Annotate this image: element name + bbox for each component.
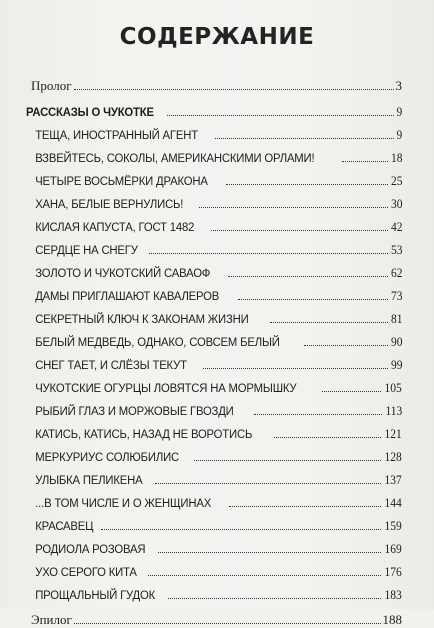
toc-entry-page: 105 — [384, 381, 402, 395]
toc-entry — [26, 583, 402, 603]
toc-entry-label: ТЕЩА, ИНОСТРАННЫЙ АГЕНТ — [35, 128, 198, 142]
toc-entry-page: 176 — [384, 565, 402, 579]
toc-entry — [26, 468, 402, 488]
toc-entry — [26, 307, 402, 327]
toc-entry-label: ВЗВЕЙТЕСЬ, СОКОЛЫ, АМЕРИКАНСКИМИ ОРЛАМИ! — [35, 151, 315, 165]
dot-leader — [203, 368, 388, 369]
toc-entry-label: КРАСАВЕЦ — [35, 519, 94, 533]
toc-entry — [26, 261, 402, 281]
toc-entry-page: 169 — [384, 542, 402, 556]
toc-entry-label: МЕРКУРИУС СОЛЮБИЛИС — [35, 450, 180, 464]
dot-leader — [215, 138, 394, 139]
dot-leader — [158, 552, 382, 553]
toc-entry — [26, 376, 402, 396]
toc-entry-epilogue — [26, 608, 402, 628]
toc-entry-label: Пролог — [31, 78, 72, 93]
dot-leader — [155, 483, 382, 484]
toc-entry — [26, 560, 402, 580]
dot-leader — [254, 414, 382, 415]
dot-leader — [342, 161, 388, 162]
toc-entry-page: 81 — [390, 312, 402, 326]
dot-leader — [194, 460, 381, 461]
dot-leader — [270, 322, 388, 323]
toc-entry-page: 99 — [390, 358, 402, 372]
toc-entry-label: ПРОЩАЛЬНЫЙ ГУДОК — [35, 588, 156, 602]
toc-entry-page: 188 — [382, 612, 402, 627]
toc-entry-label: ХАНА, БЕЛЫЕ ВЕРНУЛИСЬ! — [35, 197, 184, 211]
toc-entry-label: ЧУКОТСКИЕ ОГУРЦЫ ЛОВЯТСЯ НА МОРМЫШКУ — [35, 381, 297, 395]
toc-entry-page: 42 — [390, 220, 402, 234]
toc-entry-label: СЕРДЦЕ НА СНЕГУ — [35, 243, 138, 257]
toc-entry-page: 113 — [385, 404, 402, 418]
toc-entry — [26, 123, 402, 143]
toc-entry-page: 183 — [384, 588, 402, 602]
toc-entry-page: 9 — [396, 105, 402, 119]
toc-entry-page: 137 — [384, 473, 402, 487]
toc-entry-page: 62 — [390, 266, 402, 280]
dot-leader — [274, 437, 381, 438]
toc-entry-label: КАТИСЬ, КАТИСЬ, НАЗАД НЕ ВОРОТИСЬ — [35, 427, 253, 441]
toc-entry — [26, 422, 402, 442]
dot-leader — [199, 207, 388, 208]
toc-entry-page: 90 — [390, 335, 402, 349]
toc-entry-label: ДАМЫ ПРИГЛАШАЮТ КАВАЛЕРОВ — [35, 289, 220, 303]
toc-entry — [26, 514, 402, 534]
dot-leader — [167, 115, 394, 116]
toc-entry-page: 30 — [390, 197, 402, 211]
toc-entry — [26, 215, 402, 235]
toc-entry-label: СЕКРЕТНЫЙ КЛЮЧ К ЗАКОНАМ ЖИЗНИ — [35, 312, 249, 326]
toc-entry-prologue — [26, 74, 402, 94]
dot-leader — [168, 598, 381, 599]
dot-leader — [238, 299, 388, 300]
toc-entry-label: ЧЕТЫРЕ ВОСЬМЁРКИ ДРАКОНА — [35, 174, 208, 188]
dot-leader — [74, 623, 381, 624]
toc-entry — [26, 537, 402, 557]
toc-entry — [26, 192, 402, 212]
toc-entry-label: УХО СЕРОГО КИТА — [35, 565, 137, 579]
dot-leader — [211, 230, 388, 231]
toc-entry-page: 144 — [384, 496, 402, 510]
toc-entry — [26, 169, 402, 189]
dot-leader — [148, 575, 381, 576]
toc-entry-label: Эпилог — [31, 612, 72, 627]
toc-entry — [26, 146, 402, 166]
toc-entry-page: 53 — [390, 243, 402, 257]
dot-leader — [226, 184, 388, 185]
toc-entry-label: ...В ТОМ ЧИСЛЕ И О ЖЕНЩИНАХ — [35, 496, 212, 510]
toc-entry-page: 121 — [384, 427, 402, 441]
dot-leader — [229, 506, 381, 507]
toc-entry-page: 159 — [384, 519, 402, 533]
toc-entry — [26, 399, 402, 419]
toc-entry-label: СНЕГ ТАЕТ, И СЛЁЗЫ ТЕКУТ — [35, 358, 187, 372]
toc-entry-label: КИСЛАЯ КАПУСТА, ГОСТ 1482 — [35, 220, 195, 234]
toc-entry — [26, 284, 402, 304]
toc-entry-page: 9 — [396, 128, 402, 142]
toc-entry-page: 73 — [390, 289, 402, 303]
toc-entry-page: 18 — [390, 151, 402, 165]
toc-entry-page: 128 — [384, 450, 402, 464]
toc-entry — [26, 491, 402, 511]
toc-entry-label: БЕЛЫЙ МЕДВЕДЬ, ОДНАКО, СОВСЕМ БЕЛЫЙ — [35, 335, 280, 349]
toc-entry-label: УЛЫБКА ПЕЛИКЕНА — [35, 473, 143, 487]
toc-entry-label: ЗОЛОТО И ЧУКОТСКИЙ САВАОФ — [35, 266, 211, 280]
toc-entry-label: РАССКАЗЫ О ЧУКОТКЕ — [26, 105, 154, 119]
dot-leader — [149, 253, 387, 254]
toc-entry — [26, 353, 402, 373]
toc-entry-label: РЫБИЙ ГЛАЗ И МОРЖОВЫЕ ГВОЗДИ — [35, 404, 234, 418]
toc-entry-page: 25 — [390, 174, 402, 188]
dot-leader — [304, 345, 388, 346]
toc-entry-page: 3 — [395, 78, 402, 93]
dot-leader — [228, 276, 387, 277]
toc-entry — [26, 445, 402, 465]
toc-entry — [26, 238, 402, 258]
dot-leader — [74, 89, 394, 90]
page-title: СОДЕРЖАНИЕ — [119, 24, 315, 50]
dot-leader — [322, 391, 381, 392]
toc-entry-label: РОДИОЛА РОЗОВАЯ — [35, 542, 146, 556]
dot-leader — [101, 529, 381, 530]
toc-section-heading — [26, 100, 402, 120]
toc-entry — [26, 330, 402, 350]
